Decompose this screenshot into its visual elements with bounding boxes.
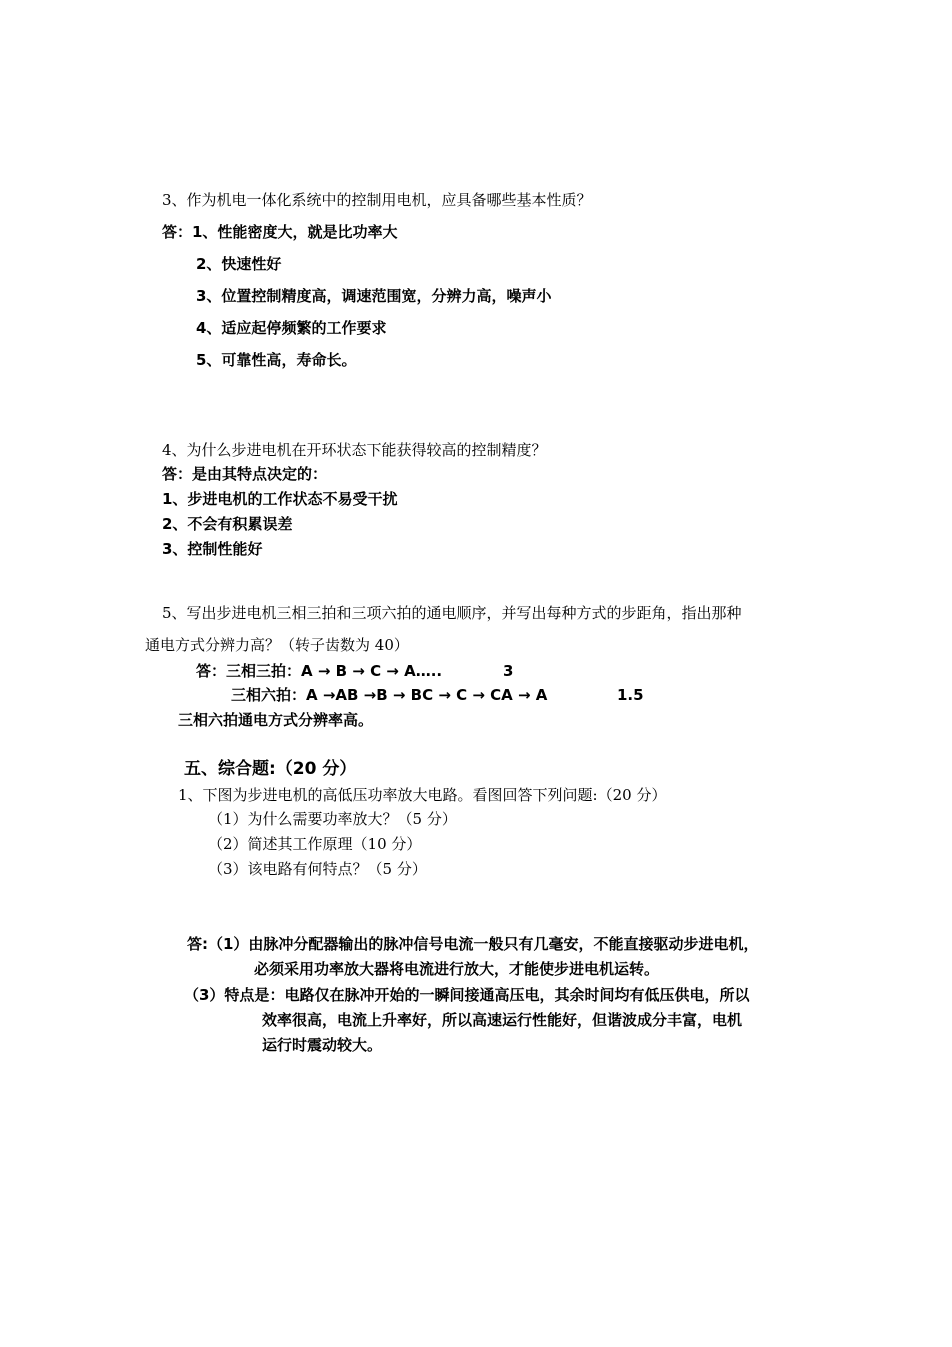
answer-5-line-1: 答：三相三拍：A → B → C → A….. xyxy=(196,662,443,680)
question-5-text-line-2: 通电方式分辨力高？（转子齿数为 40） xyxy=(145,636,409,654)
section-5-heading: 五、综合题:（20 分） xyxy=(184,759,357,779)
question-3-text: 3、作为机电一体化系统中的控制用电机，应具备哪些基本性质？ xyxy=(162,191,592,209)
section-5-answer-line-1: 答:（1）由脉冲分配器输出的脉冲信号电流一般只有几毫安，不能直接驱动步进电机， xyxy=(187,935,759,953)
question-4-text: 4、为什么步进电机在开环状态下能获得较高的控制精度？ xyxy=(162,441,547,459)
answer-3-line-5: 5、可靠性高，寿命长。 xyxy=(196,351,357,369)
section-5-question: 1、下图为步进电机的高低压功率放大电路。看图回答下列问题:（20 分） xyxy=(178,786,667,804)
subquestion-3: （3）该电路有何特点？（5 分） xyxy=(208,860,427,878)
subquestion-1: （1）为什么需要功率放大？（5 分） xyxy=(208,810,457,828)
section-5-answer-line-2: 必须采用功率放大器将电流进行放大，才能使步进电机运转。 xyxy=(254,960,660,978)
answer-5-line-2: 三相六拍：A →AB →B → BC → C → CA → A xyxy=(231,686,548,704)
subquestion-2: （2）简述其工作原理（10 分） xyxy=(208,835,422,853)
answer-4-line-1: 答：是由其特点决定的： xyxy=(162,465,328,483)
answer-3-line-2: 2、快速性好 xyxy=(196,255,282,273)
answer-4-line-3: 2、不会有积累误差 xyxy=(162,515,293,533)
question-5-text-line-1: 5、写出步进电机三相三拍和三项六拍的通电顺序，并写出每种方式的步距角，指出那种 xyxy=(162,604,742,622)
answer-5-line-1-value: 3 xyxy=(503,662,514,680)
answer-4-line-4: 3、控制性能好 xyxy=(162,540,263,558)
section-5-answer-line-3: （3）特点是：电路仅在脉冲开始的一瞬间接通高压电，其余时间均有低压供电，所以 xyxy=(184,986,750,1004)
answer-5-conclusion: 三相六拍通电方式分辨率高。 xyxy=(178,711,374,729)
answer-3-line-1: 答：1、性能密度大，就是比功率大 xyxy=(162,223,398,241)
answer-3-line-4: 4、适应起停频繁的工作要求 xyxy=(196,319,387,337)
section-5-answer-line-4: 效率很高，电流上升率好，所以高速运行性能好，但谐波成分丰富，电机 xyxy=(262,1011,743,1029)
answer-3-line-3: 3、位置控制精度高，调速范围宽，分辨力高，噪声小 xyxy=(196,287,552,305)
answer-4-line-2: 1、步进电机的工作状态不易受干扰 xyxy=(162,490,398,508)
answer-5-line-2-value: 1.5 xyxy=(617,686,644,704)
section-5-answer-line-5: 运行时震动较大。 xyxy=(262,1036,383,1054)
